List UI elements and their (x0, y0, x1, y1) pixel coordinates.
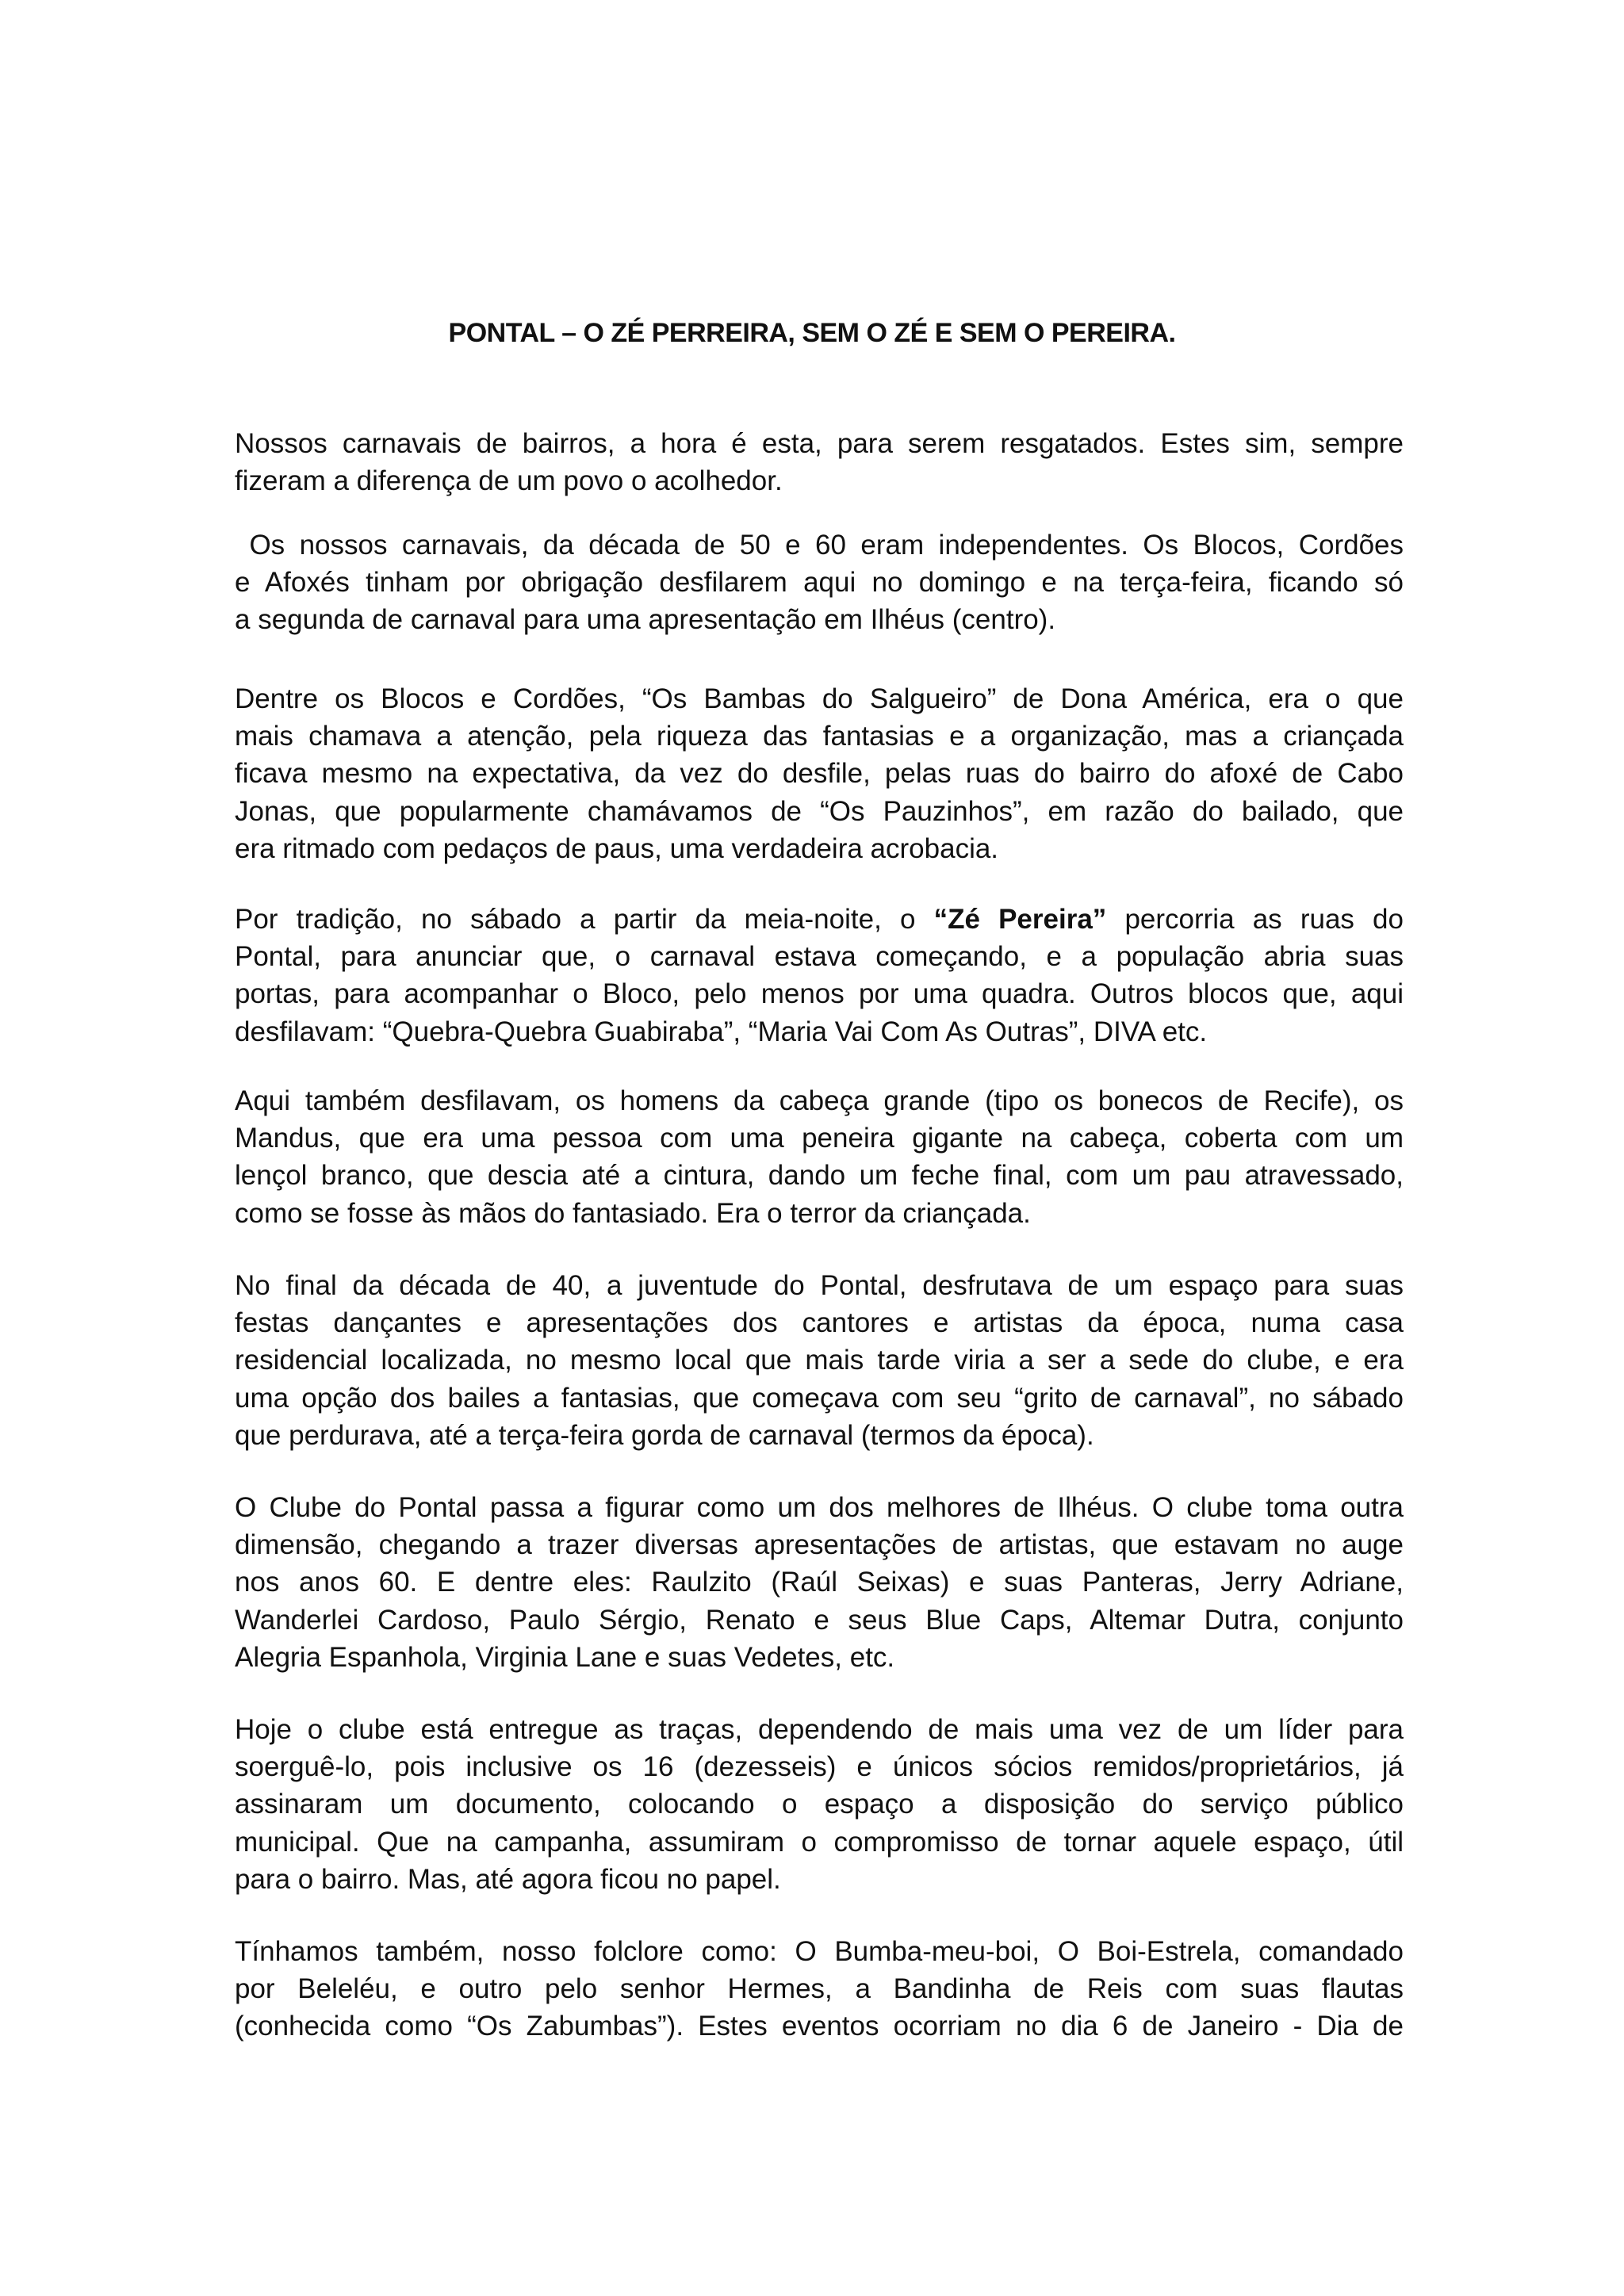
paragraph-line: uma opção dos bailes a fantasias, que começava com seu “grito de carnaval”, no sábado (235, 1382, 1404, 1414)
paragraph-line: Nossos carnavais de bairros, a hora é esta, para serem resgatados. Estes sim, sempre (235, 428, 1404, 459)
paragraph-line: como se fosse às mãos do fantasiado. Era o terror da criançada. (235, 1197, 1031, 1229)
paragraph-line: a segunda de carnaval para uma apresentação em Ilhéus (centro). (235, 604, 1056, 636)
paragraph-line: residencial localizada, no mesmo local que mais tarde viria a ser a sede do clube, e era (235, 1345, 1404, 1376)
paragraph-line: Alegria Espanhola, Virginia Lane e suas Vedetes, etc. (235, 1641, 895, 1673)
paragraph-7 (235, 1489, 1404, 1676)
paragraph-line: Mandus, que era uma pessoa com uma peneira gigante na cabeça, coberta com um (235, 1123, 1404, 1154)
paragraph-line: lençol branco, que descia até a cintura, dando um feche final, com um pau atravessado, (235, 1160, 1404, 1192)
paragraph-9 (235, 1933, 1404, 2045)
paragraph-line: dimensão, chegando a trazer diversas apresentações de artistas, que estavam no auge (235, 1529, 1404, 1561)
ze-pereira-bold: “Zé Pereira” (933, 904, 1107, 935)
paragraph-4 (235, 901, 1404, 1050)
paragraph-line: desfilavam: “Quebra-Quebra Guabiraba”, “Maria Vai Com As Outras”, DIVA etc. (235, 1016, 1208, 1047)
paragraph-8 (235, 1711, 1404, 1898)
paragraph-line: (conhecida como “Os Zabumbas”). Estes eventos ocorriam no dia 6 de Janeiro - Dia de (235, 2011, 1404, 2042)
paragraph-line: que perdurava, até a terça-feira gorda de carnaval (termos da época). (235, 1419, 1094, 1451)
paragraph-line: Dentre os Blocos e Cordões, “Os Bambas do Salgueiro” de Dona América, era o que (235, 683, 1404, 714)
paragraph-line: e Afoxés tinham por obrigação desfilarem aqui no domingo e na terça-feira, ficando só (235, 567, 1404, 599)
paragraph-line: Pontal, para anunciar que, o carnaval estava começando, e a população abria suas (235, 941, 1404, 973)
paragraph-line: por Beleléu, e outro pelo senhor Hermes, a Bandinha de Reis com suas flautas (235, 1973, 1404, 2005)
paragraph-line: nos anos 60. E dentre eles: Raulzito (Raúl Seixas) e suas Panteras, Jerry Adriane, (235, 1567, 1404, 1598)
line-text: percorria as ruas do (1106, 904, 1404, 935)
paragraph-line: soerguê-lo, pois inclusive os 16 (dezesseis) e únicos sócios remidos/proprietários, já (235, 1751, 1404, 1783)
paragraph-line: assinaram um documento, colocando o espaço a disposição do serviço público (235, 1789, 1404, 1820)
paragraph-line: mais chamava a atenção, pela riqueza das fantasias e a organização, mas a criançada (235, 721, 1404, 752)
paragraph-line: festas dançantes e apresentações dos cantores e artistas da época, numa casa (235, 1307, 1404, 1339)
paragraph-line: Aqui também desfilavam, os homens da cabeça grande (tipo os bonecos de Recife), os (235, 1085, 1404, 1116)
paragraph-line (235, 901, 1404, 938)
paragraph-5 (235, 1082, 1404, 1232)
document-title: PONTAL – O ZÉ PERREIRA, SEM O ZÉ E SEM O PEREIRA. (448, 318, 1176, 348)
paragraph-6 (235, 1267, 1404, 1454)
paragraph-line: Os nossos carnavais, da década de 50 e 60 eram independentes. Os Blocos, Cordões (235, 530, 1404, 561)
paragraph-line: fizeram a diferença de um povo o acolhedor. (235, 465, 783, 497)
paragraph-line: Wanderlei Cardoso, Paulo Sérgio, Renato e seus Blue Caps, Altemar Dutra, conjunto (235, 1604, 1404, 1636)
paragraph-line: portas, para acompanhar o Bloco, pelo menos por uma quadra. Outros blocos que, aqui (235, 978, 1404, 1010)
paragraph-line: ficava mesmo na expectativa, da vez do desfile, pelas ruas do bairro do afoxé de Cabo (235, 758, 1404, 790)
paragraph-line: No final da década de 40, a juventude do Pontal, desfrutava de um espaço para suas (235, 1270, 1404, 1301)
paragraph-line: O Clube do Pontal passa a figurar como um dos melhores de Ilhéus. O clube toma outra (235, 1492, 1404, 1523)
paragraph-line: Jonas, que popularmente chamávamos de “Os Pauzinhos”, em razão do bailado, que (235, 795, 1404, 827)
paragraph-line: para o bairro. Mas, até agora ficou no papel. (235, 1863, 781, 1895)
paragraph-line: municipal. Que na campanha, assumiram o compromisso de tornar aquele espaço, útil (235, 1826, 1404, 1858)
paragraph-2 (235, 526, 1404, 639)
paragraph-line: Hoje o clube está entregue as traças, dependendo de mais uma vez de um líder para (235, 1714, 1404, 1745)
paragraph-3 (235, 680, 1404, 867)
line-text: Por tradição, no sábado a partir da meia-noite, o (235, 904, 934, 935)
paragraph-line: Tínhamos também, nosso folclore como: O Bumba-meu-boi, O Boi-Estrela, comandado (235, 1936, 1404, 1967)
paragraph-line: era ritmado com pedaços de paus, uma verdadeira acrobacia. (235, 832, 999, 864)
paragraph-1 (235, 425, 1404, 499)
